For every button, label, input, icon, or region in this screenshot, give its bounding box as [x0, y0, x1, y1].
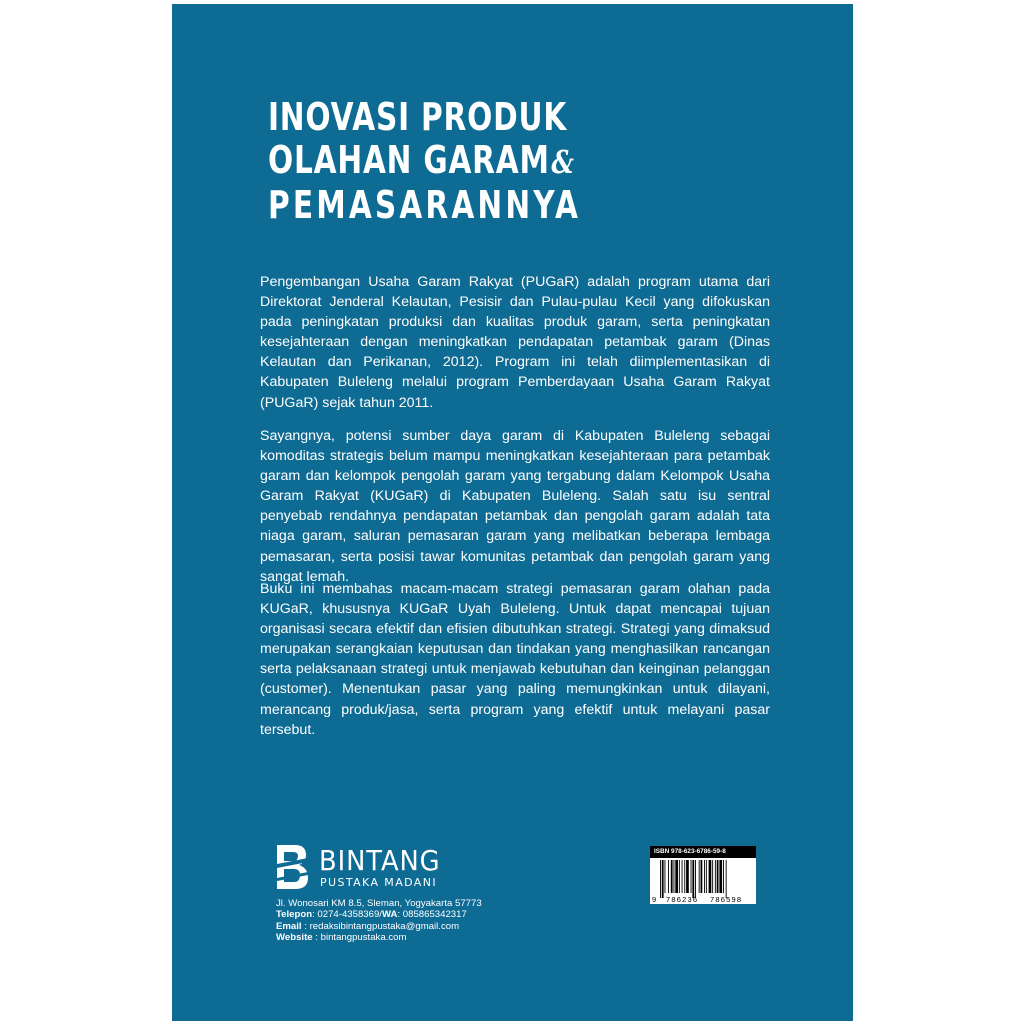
barcode-bar — [717, 860, 719, 893]
barcode-bar — [684, 860, 685, 893]
barcode-bar — [706, 860, 707, 893]
wa-label: WA — [381, 909, 398, 921]
title-line-1: INOVASI PRODUK — [268, 95, 568, 139]
blurb-paragraph-1: Pengembangan Usaha Garam Rakyat (PUGaR) adalah program utama dari Direktorat Jenderal Kelautan, Pesisir dan Pulau-pulau Kecil yang difokuskan pada peningkatan produksi dan kualitas produk garam, serta peningkatan kesejahteraan dengan meningkatkan pendapatan petambak garam (Dinas Kelautan dan Perikanan, 2012). Program ini telah diimplementasikan di Kabupaten Buleleng melalui program Pemberdayaan Usaha Garam Rakyat (PUGaR) sejak tahun 2011. — [260, 274, 770, 411]
barcode-digit-lead: 9 — [652, 895, 657, 904]
title-line-2 — [268, 139, 581, 184]
isbn-label: ISBN 978-623-6786-59-8 — [650, 846, 756, 858]
publisher-website — [276, 932, 482, 943]
barcode-bar — [686, 860, 689, 893]
blurb-paragraph-2: Sayangnya, potensi sumber daya garam di Kabupaten Buleleng sebagai komoditas strategis belum mampu meningkatkan kesejahteraan para petambak garam dan kelompok pengolah garam yang tergabung dalam Kelompok Usaha Garam Rakyat (KUGaR) di Kabupaten Buleleng. Salah satu isu sentral penyebab rendahnya pendapatan petambak dan pengolah garam adalah tata niaga garam, saluran pemasaran garam yang melibatkan beberapa lembaga pemasaran, serta posisi tawar komunitas petambak dan pengolah garam yang sangat lemah. — [260, 428, 770, 585]
book-back-cover — [172, 4, 853, 1021]
publisher-logo-icon — [274, 842, 310, 892]
barcode-bar — [682, 860, 683, 893]
barcode-bar — [662, 860, 664, 898]
publisher-contact — [276, 898, 482, 943]
barcode-bar — [692, 860, 694, 898]
barcode-bar — [719, 860, 722, 893]
publisher-phone — [276, 909, 482, 920]
barcode-bar — [691, 860, 692, 893]
barcode-digits-right: 786598 — [710, 895, 743, 904]
website-label: Website — [276, 931, 313, 943]
barcode-bar — [668, 860, 669, 893]
barcode-bar — [671, 860, 673, 893]
barcode-bar — [723, 860, 724, 893]
wa-value: : 085865342317 — [397, 909, 467, 921]
barcode-bar — [674, 860, 675, 893]
isbn-barcode — [650, 846, 756, 904]
barcode-bar — [675, 860, 678, 893]
email-value: : redaksibintangpustaka@gmail.com — [304, 920, 460, 932]
barcode-bar — [695, 860, 696, 898]
publisher-logo — [274, 842, 474, 894]
phone-value: : 0274-4358369/ — [312, 909, 382, 921]
phone-label: Telepon — [276, 909, 313, 921]
barcode-bar — [704, 860, 705, 893]
website-value: : bintangpustaka.com — [315, 931, 407, 943]
barcode-bar — [709, 860, 712, 893]
publisher-subtitle: PUSTAKA MADANI — [320, 876, 437, 889]
barcode-bar — [726, 860, 727, 898]
title-line-3: PEMASARANNYA — [268, 183, 582, 227]
barcode-bar — [679, 860, 680, 893]
barcode-bar — [712, 860, 713, 893]
publisher-name: BINTANG — [319, 844, 441, 877]
title-line-2-text: OLAHAN GARAM — [268, 138, 550, 182]
barcode-bar — [665, 860, 666, 893]
barcode-bar — [715, 860, 716, 893]
title-ampersand: & — [551, 143, 575, 181]
barcode-bar — [660, 860, 661, 898]
barcode-bar — [699, 860, 700, 893]
publisher-address: Jl. Wonosari KM 8.5, Sleman, Yogyakarta 57773 — [276, 898, 482, 909]
book-title — [268, 96, 581, 227]
publisher-email — [276, 921, 482, 932]
barcode-bar — [701, 860, 703, 893]
barcode-icon — [650, 858, 756, 904]
email-label: Email — [276, 920, 302, 932]
barcode-digits-left: 786236 — [666, 895, 699, 904]
blurb-paragraph-3: Buku ini membahas macam-macam strategi pemasaran garam olahan pada KUGaR, khususnya KUGaR Uyah Buleleng. Untuk dapat mencapai tujuan organisasi secara efektif dan efisien dibutuhkan strategi. Strategi yang dimaksud merupakan serangkaian keputusan dan tindakan yang menghasilkan rancangan serta pelaksanaan strategi untuk menjawab kebutuhan dan keinginan pelanggan (customer). Menentukan pasar yang paling memungkinkan untuk dilayani, merancang produk/jasa, serta program yang efektif untuk melayani pasar tersebut. — [260, 581, 770, 738]
